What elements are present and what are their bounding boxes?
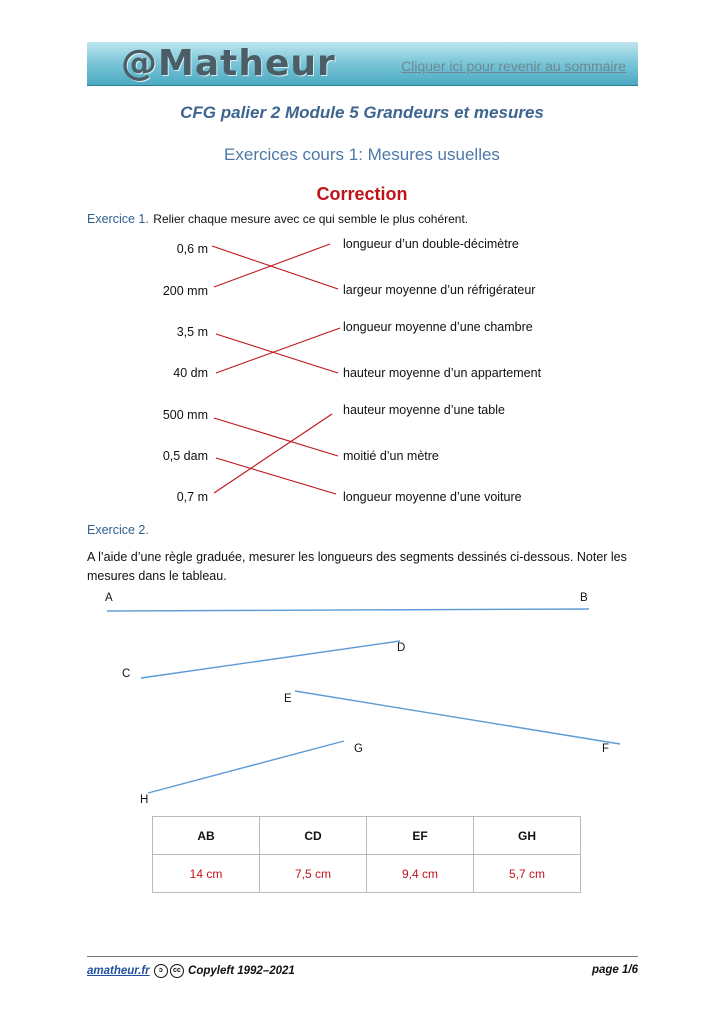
table-header-cell: CD [260, 817, 367, 855]
segment-ef [295, 691, 620, 744]
point-label-b: B [580, 592, 588, 604]
exercise2-label: Exercice 2. [87, 523, 149, 537]
segment-ab [107, 609, 589, 611]
point-label-h: H [140, 794, 149, 806]
right-item-1: longueur d’un double-décimètre [343, 237, 519, 251]
match-line-4 [216, 328, 340, 373]
point-label-d: D [397, 642, 406, 654]
left-measure-1: 0,6 m [176, 242, 208, 256]
left-measure-4: 40 dm [173, 366, 208, 380]
exercise2-instruction: A l’aide d’une règle graduée, mesurer les longueurs des segments dessinés ci-dessous. Noter les mesures dans le tableau. [87, 550, 627, 583]
creative-commons-icon: cc [170, 964, 184, 978]
match-line-1 [212, 246, 338, 289]
copyleft-icon: ↄ [154, 964, 168, 978]
point-label-c: C [122, 668, 131, 680]
correction-heading: Correction [316, 184, 408, 204]
right-item-7: longueur moyenne d’une voiture [343, 490, 522, 504]
point-label-a: A [105, 592, 113, 604]
point-label-e: E [284, 693, 292, 705]
right-item-4: hauteur moyenne d’un appartement [343, 366, 542, 380]
table-header-cell: EF [367, 817, 474, 855]
page-title: CFG palier 2 Module 5 Grandeurs et mesures [180, 103, 544, 122]
left-measure-3: 3,5 m [176, 325, 208, 339]
table-header-cell: GH [474, 817, 581, 855]
right-item-5: hauteur moyenne d’une table [343, 403, 505, 417]
match-line-3 [216, 334, 338, 373]
match-line-7 [214, 414, 332, 493]
footer-site-link[interactable]: amatheur.fr [87, 965, 150, 978]
left-measure-6: 0,5 dam [162, 449, 208, 463]
point-label-g: G [354, 743, 363, 755]
segment-gh [148, 741, 344, 793]
summary-link[interactable]: Cliquer ici pour revenir au sommaire [401, 58, 626, 74]
footer-divider [87, 956, 638, 957]
left-measure-7: 0,7 m [176, 490, 208, 504]
page-subtitle: Exercices cours 1: Mesures usuelles [224, 145, 500, 164]
right-item-6: moitié d’un mètre [343, 449, 439, 463]
right-item-2: largeur moyenne d’un réfrigérateur [343, 283, 536, 297]
table-value-cell: 9,4 cm [367, 855, 474, 893]
table-value-cell: 14 cm [153, 855, 260, 893]
exercise1-label: Exercice 1. [87, 212, 149, 226]
match-line-5 [214, 418, 338, 456]
left-measure-5: 500 mm [162, 408, 208, 422]
table-header-row [153, 817, 581, 855]
measurement-table [152, 816, 581, 893]
right-item-3: longueur moyenne d’une chambre [343, 320, 533, 334]
site-logo: @Matheur [121, 43, 336, 84]
match-line-6 [216, 458, 336, 494]
table-row [153, 855, 581, 893]
left-measure-2: 200 mm [162, 284, 208, 298]
footer-page-number: page 1/6 [591, 964, 638, 976]
footer-copyleft: Copyleft 1992–2021 [188, 965, 295, 978]
segments [107, 609, 620, 793]
point-label-f: F [602, 743, 610, 755]
table-value-cell: 5,7 cm [474, 855, 581, 893]
exercise1-instruction: Relier chaque mesure avec ce qui semble le plus cohérent. [153, 212, 469, 226]
matching-lines [212, 244, 340, 494]
table-header-cell: AB [153, 817, 260, 855]
segment-cd [141, 641, 400, 678]
footer-left [87, 964, 295, 978]
table-value-cell: 7,5 cm [260, 855, 367, 893]
